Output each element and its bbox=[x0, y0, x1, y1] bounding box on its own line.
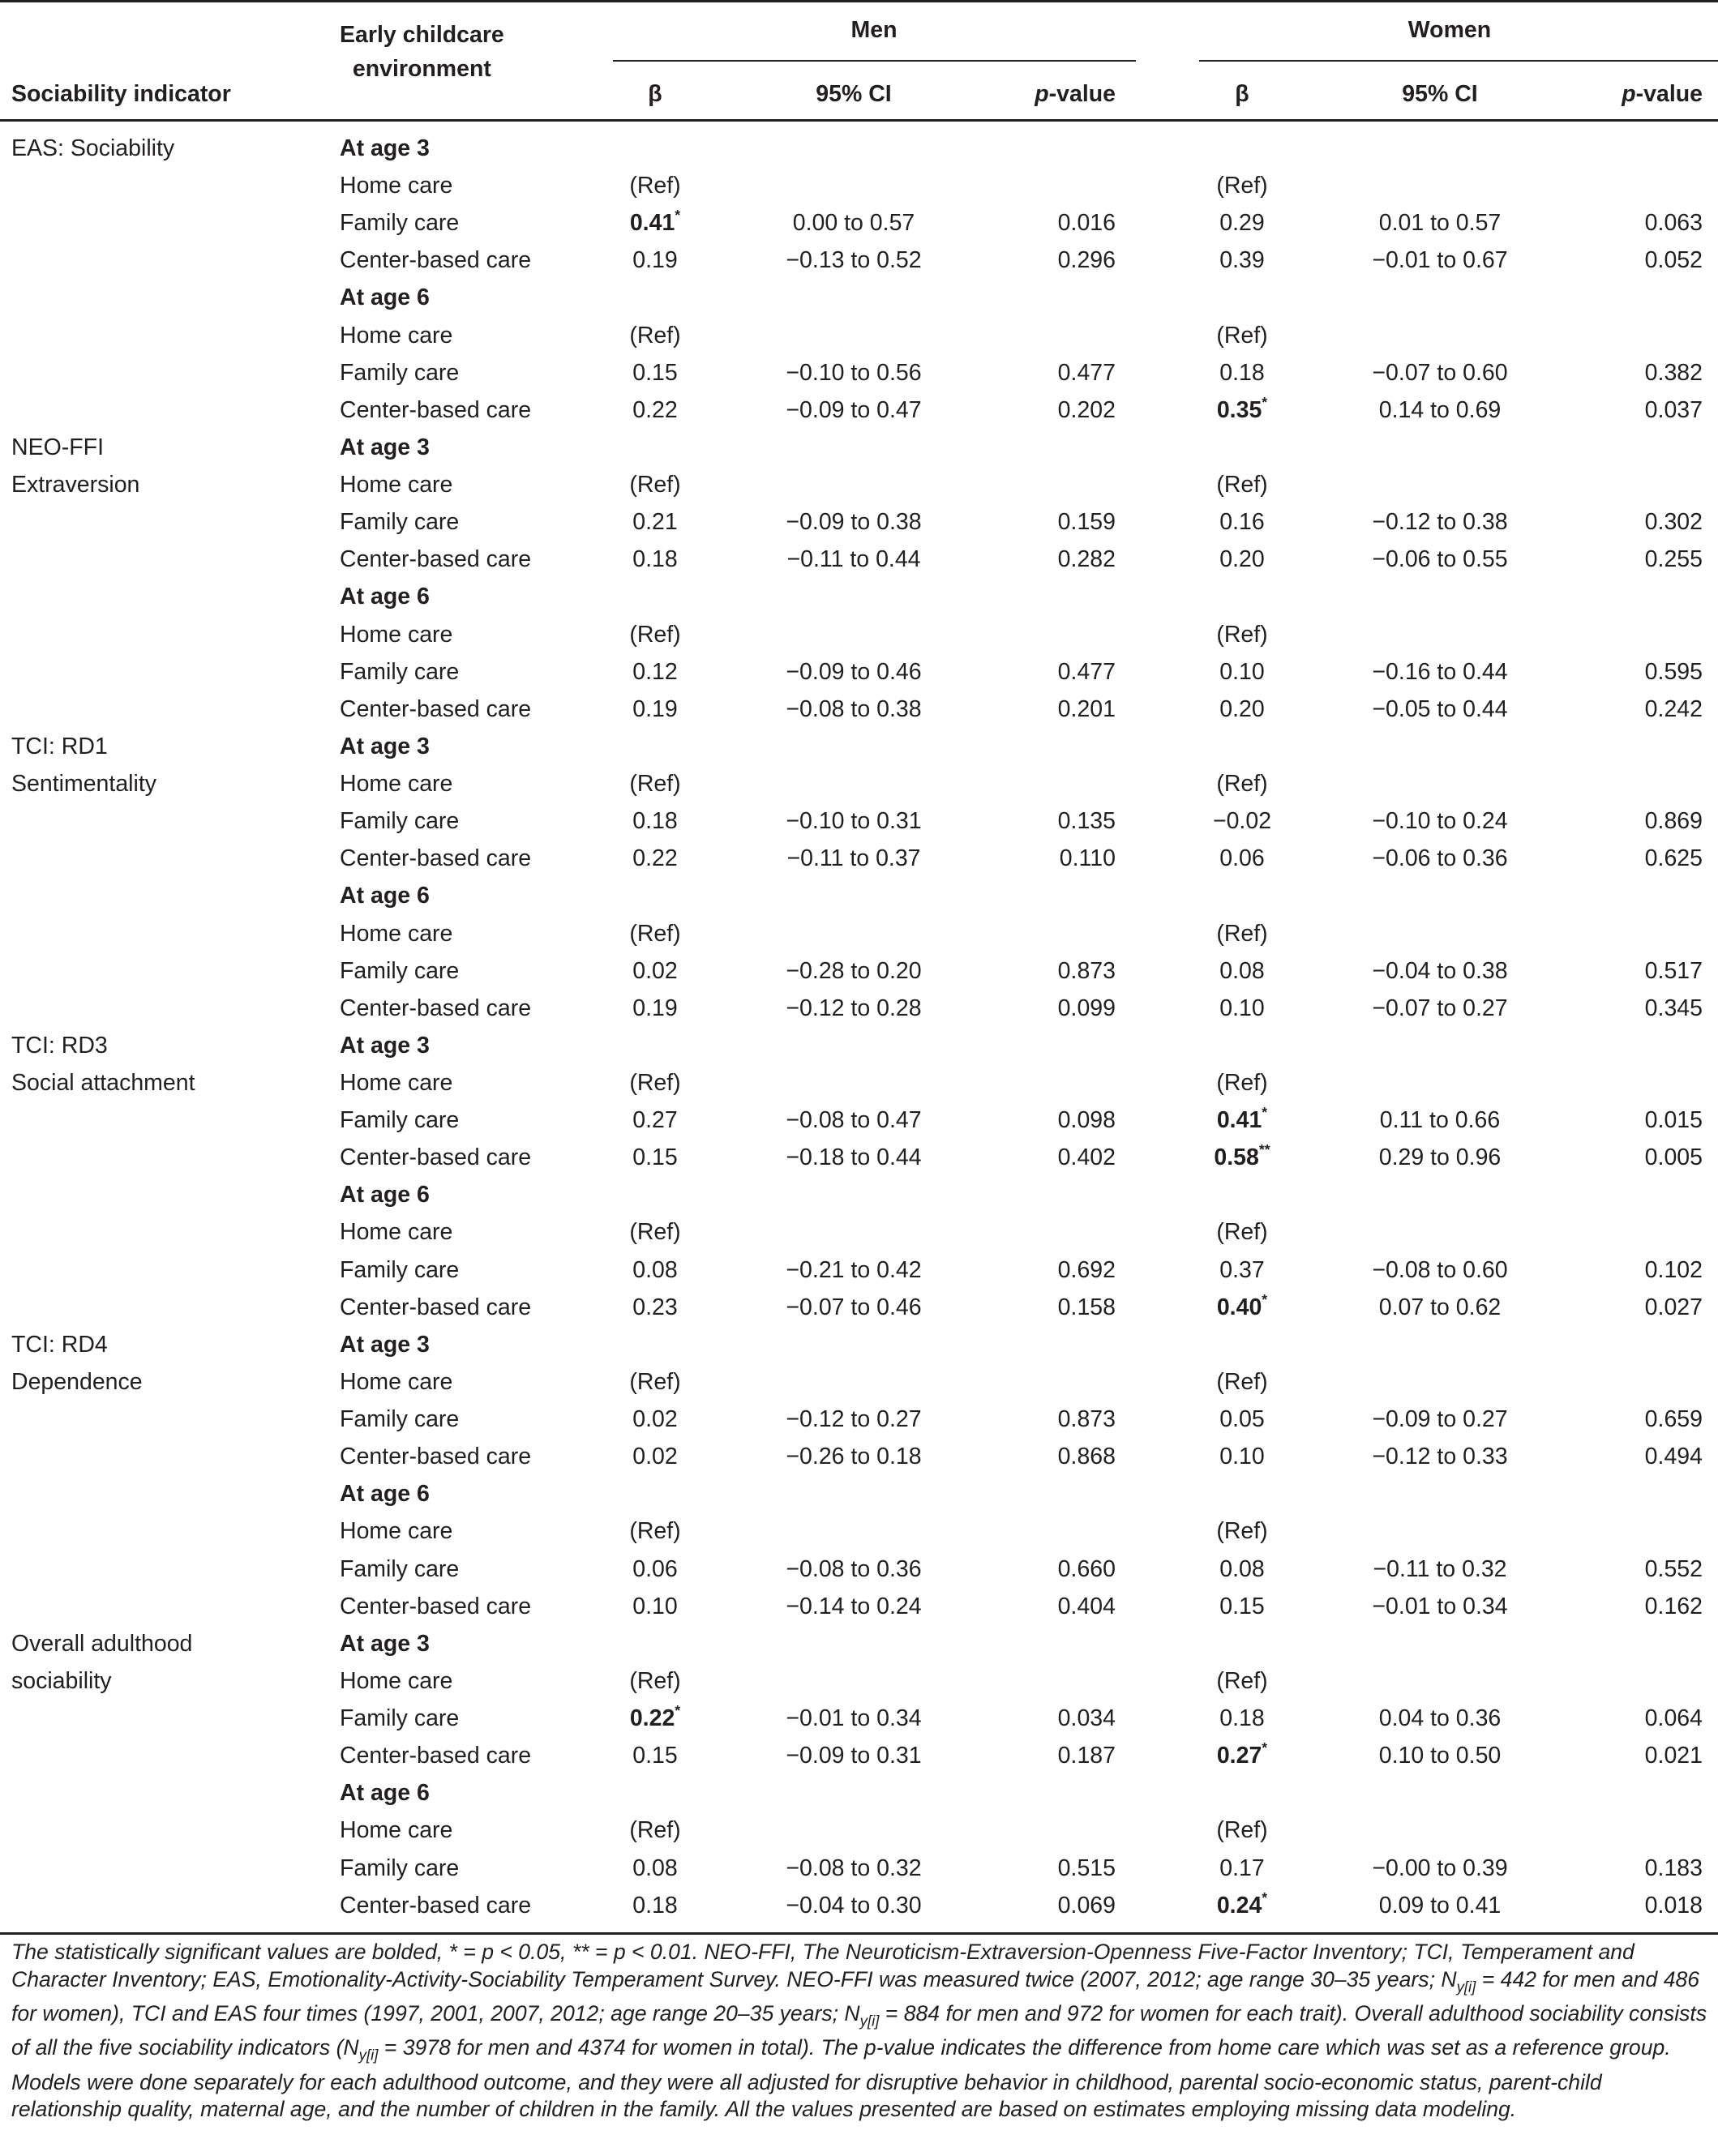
women-pvalue: 0.018 bbox=[1644, 1893, 1703, 1919]
men-beta: (Ref) bbox=[629, 1070, 681, 1096]
environment-label: Center-based care bbox=[340, 1294, 532, 1320]
environment-label: Center-based care bbox=[340, 1144, 532, 1170]
environment-label: Home care bbox=[340, 173, 453, 199]
women-pvalue: 0.183 bbox=[1644, 1855, 1703, 1881]
women-beta: 0.41* bbox=[1216, 1103, 1268, 1133]
women-pvalue: 0.027 bbox=[1644, 1294, 1703, 1320]
men-beta: (Ref) bbox=[629, 1518, 681, 1544]
men-ci: −0.09 to 0.46 bbox=[786, 659, 922, 685]
men-beta: (Ref) bbox=[629, 622, 681, 648]
indicator-label: TCI: RD3 bbox=[11, 1033, 108, 1059]
environment-label: Home care bbox=[340, 1817, 453, 1843]
men-beta: 0.10 bbox=[632, 1593, 678, 1619]
environment-label: Center-based care bbox=[340, 696, 532, 722]
women-ci: 0.07 to 0.62 bbox=[1378, 1294, 1502, 1320]
indicator-label: Sentimentality bbox=[11, 771, 157, 797]
women-ci: −0.11 to 0.32 bbox=[1373, 1556, 1507, 1582]
women-beta: (Ref) bbox=[1216, 1219, 1268, 1245]
men-pvalue: 0.404 bbox=[1057, 1593, 1116, 1619]
men-ci: −0.08 to 0.36 bbox=[786, 1556, 922, 1582]
women-beta: (Ref) bbox=[1216, 1817, 1268, 1843]
environment-label: Center-based care bbox=[340, 397, 532, 423]
women-beta: 0.15 bbox=[1219, 1593, 1265, 1619]
environment-label: Center-based care bbox=[340, 1893, 532, 1919]
men-ci: −0.21 to 0.42 bbox=[786, 1257, 922, 1283]
environment-label: Family care bbox=[340, 1107, 460, 1133]
header-women-ci: 95% CI bbox=[1402, 81, 1478, 107]
men-pvalue: 0.873 bbox=[1057, 1406, 1116, 1432]
men-beta: (Ref) bbox=[629, 771, 681, 797]
environment-label: Family care bbox=[340, 360, 460, 386]
men-ci: −0.08 to 0.32 bbox=[786, 1855, 922, 1881]
women-beta: 0.29 bbox=[1219, 210, 1265, 236]
women-ci: −0.12 to 0.38 bbox=[1372, 509, 1508, 535]
women-ci: 0.04 to 0.36 bbox=[1378, 1705, 1502, 1731]
men-ci: −0.09 to 0.31 bbox=[786, 1743, 922, 1769]
environment-label: Home care bbox=[340, 323, 453, 349]
men-beta: 0.18 bbox=[632, 546, 678, 572]
men-ci: −0.26 to 0.18 bbox=[786, 1444, 922, 1469]
men-beta: 0.15 bbox=[632, 360, 678, 386]
men-pvalue: 0.868 bbox=[1057, 1444, 1116, 1469]
men-beta: 0.21 bbox=[632, 509, 678, 535]
environment-label: Family care bbox=[340, 659, 460, 685]
age-group-label: At age 6 bbox=[340, 1481, 430, 1507]
men-beta: 0.02 bbox=[632, 1406, 678, 1432]
women-ci: 0.10 to 0.50 bbox=[1378, 1743, 1502, 1769]
environment-label: Home care bbox=[340, 1668, 453, 1694]
men-pvalue: 0.660 bbox=[1057, 1556, 1116, 1582]
women-beta: 0.05 bbox=[1219, 1406, 1265, 1432]
men-pvalue: 0.069 bbox=[1057, 1893, 1116, 1919]
women-beta: 0.17 bbox=[1219, 1855, 1265, 1881]
women-pvalue: 0.659 bbox=[1644, 1406, 1703, 1432]
men-ci: −0.14 to 0.24 bbox=[786, 1593, 922, 1619]
environment-label: Family care bbox=[340, 808, 460, 834]
age-group-label: At age 6 bbox=[340, 1780, 430, 1806]
men-beta: (Ref) bbox=[629, 921, 681, 947]
women-beta: 0.58** bbox=[1214, 1140, 1270, 1170]
women-beta: (Ref) bbox=[1216, 323, 1268, 349]
header-women-pvalue: p-value bbox=[1622, 81, 1703, 107]
women-pvalue: 0.255 bbox=[1644, 546, 1703, 572]
men-pvalue: 0.202 bbox=[1057, 397, 1116, 423]
men-beta: (Ref) bbox=[629, 1369, 681, 1395]
women-ci: −0.16 to 0.44 bbox=[1372, 659, 1508, 685]
environment-label: Family care bbox=[340, 210, 460, 236]
men-pvalue: 0.201 bbox=[1057, 696, 1116, 722]
header-women: Women bbox=[1407, 17, 1492, 43]
women-beta: (Ref) bbox=[1216, 1070, 1268, 1096]
men-beta: 0.22* bbox=[629, 1701, 681, 1731]
environment-label: Home care bbox=[340, 921, 453, 947]
women-pvalue: 0.382 bbox=[1644, 360, 1703, 386]
women-pvalue: 0.064 bbox=[1644, 1705, 1703, 1731]
women-beta: 0.08 bbox=[1219, 958, 1265, 984]
men-ci: −0.08 to 0.47 bbox=[786, 1107, 922, 1133]
table-top-rule bbox=[0, 0, 1718, 2]
men-ci: −0.18 to 0.44 bbox=[786, 1144, 922, 1170]
women-beta: 0.18 bbox=[1219, 1705, 1265, 1731]
header-men-ci: 95% CI bbox=[816, 81, 892, 107]
women-beta: (Ref) bbox=[1216, 173, 1268, 199]
environment-label: Center-based care bbox=[340, 1444, 532, 1469]
men-beta: 0.08 bbox=[632, 1257, 678, 1283]
environment-label: Home care bbox=[340, 1518, 453, 1544]
women-beta: 0.08 bbox=[1219, 1556, 1265, 1582]
women-pvalue: 0.162 bbox=[1644, 1593, 1703, 1619]
women-beta: (Ref) bbox=[1216, 1668, 1268, 1694]
women-beta: 0.10 bbox=[1219, 995, 1265, 1021]
women-pvalue: 0.869 bbox=[1644, 808, 1703, 834]
header-sociability-indicator: Sociability indicator bbox=[11, 81, 231, 107]
women-beta: 0.27* bbox=[1216, 1739, 1268, 1769]
environment-label: Center-based care bbox=[340, 1743, 532, 1769]
women-beta: 0.20 bbox=[1219, 696, 1265, 722]
women-ci: 0.01 to 0.57 bbox=[1378, 210, 1502, 236]
women-beta: 0.18 bbox=[1219, 360, 1265, 386]
women-ci: −0.09 to 0.27 bbox=[1372, 1406, 1508, 1432]
men-ci: −0.11 to 0.44 bbox=[786, 546, 921, 572]
men-pvalue: 0.159 bbox=[1057, 509, 1116, 535]
indicator-label: TCI: RD4 bbox=[11, 1332, 108, 1358]
header-early-childcare-environment: Early childcare environment bbox=[340, 22, 504, 82]
women-beta: (Ref) bbox=[1216, 1369, 1268, 1395]
men-pvalue: 0.187 bbox=[1057, 1743, 1116, 1769]
men-beta: 0.23 bbox=[632, 1294, 678, 1320]
men-pvalue: 0.158 bbox=[1057, 1294, 1116, 1320]
men-ci: −0.10 to 0.31 bbox=[786, 808, 922, 834]
men-pvalue: 0.016 bbox=[1057, 210, 1116, 236]
women-ci: 0.09 to 0.41 bbox=[1378, 1893, 1502, 1919]
women-ci: −0.00 to 0.39 bbox=[1372, 1855, 1508, 1881]
women-beta: 0.39 bbox=[1219, 247, 1265, 273]
age-group-label: At age 3 bbox=[340, 1631, 430, 1657]
indicator-label: sociability bbox=[11, 1668, 112, 1694]
women-ci: 0.14 to 0.69 bbox=[1378, 397, 1502, 423]
men-pvalue: 0.034 bbox=[1057, 1705, 1116, 1731]
age-group-label: At age 3 bbox=[340, 734, 430, 759]
women-ci: −0.08 to 0.60 bbox=[1372, 1257, 1508, 1283]
header-men-beta: β bbox=[648, 81, 662, 107]
women-beta: 0.40* bbox=[1216, 1290, 1268, 1320]
environment-label: Family care bbox=[340, 1705, 460, 1731]
women-beta: (Ref) bbox=[1216, 472, 1268, 498]
women-beta: −0.02 bbox=[1212, 808, 1272, 834]
men-pvalue: 0.110 bbox=[1059, 845, 1116, 871]
indicator-label: Dependence bbox=[11, 1369, 143, 1395]
men-beta: 0.19 bbox=[632, 247, 678, 273]
men-beta: (Ref) bbox=[629, 1668, 681, 1694]
men-beta: (Ref) bbox=[629, 173, 681, 199]
women-ci: −0.12 to 0.33 bbox=[1372, 1444, 1508, 1469]
men-beta: (Ref) bbox=[629, 323, 681, 349]
environment-label: Home care bbox=[340, 771, 453, 797]
men-beta: 0.27 bbox=[632, 1107, 678, 1133]
men-beta: 0.18 bbox=[632, 808, 678, 834]
header-men-pvalue: p-value bbox=[1035, 81, 1116, 107]
women-beta: (Ref) bbox=[1216, 921, 1268, 947]
environment-label: Center-based care bbox=[340, 247, 532, 273]
women-pvalue: 0.102 bbox=[1644, 1257, 1703, 1283]
environment-label: Center-based care bbox=[340, 1593, 532, 1619]
women-beta: 0.10 bbox=[1219, 1444, 1265, 1469]
men-beta: (Ref) bbox=[629, 1219, 681, 1245]
men-ci: 0.00 to 0.57 bbox=[792, 210, 915, 236]
environment-label: Family care bbox=[340, 1257, 460, 1283]
environment-label: Family care bbox=[340, 509, 460, 535]
women-group-rule bbox=[1199, 60, 1718, 62]
men-pvalue: 0.402 bbox=[1057, 1144, 1116, 1170]
women-pvalue: 0.021 bbox=[1644, 1743, 1703, 1769]
men-ci: −0.11 to 0.37 bbox=[786, 845, 921, 871]
environment-label: Family care bbox=[340, 1406, 460, 1432]
men-ci: −0.08 to 0.38 bbox=[786, 696, 922, 722]
environment-label: Center-based care bbox=[340, 546, 532, 572]
age-group-label: At age 6 bbox=[340, 1182, 430, 1208]
men-ci: −0.04 to 0.30 bbox=[786, 1893, 922, 1919]
men-beta: 0.02 bbox=[632, 1444, 678, 1469]
men-beta: 0.15 bbox=[632, 1144, 678, 1170]
environment-label: Family care bbox=[340, 958, 460, 984]
men-pvalue: 0.099 bbox=[1057, 995, 1116, 1021]
environment-label: Center-based care bbox=[340, 845, 532, 871]
men-beta: 0.22 bbox=[632, 845, 678, 871]
men-beta: (Ref) bbox=[629, 472, 681, 498]
women-pvalue: 0.517 bbox=[1644, 958, 1703, 984]
men-ci: −0.10 to 0.56 bbox=[786, 360, 922, 386]
header-bottom-rule bbox=[0, 119, 1718, 122]
environment-label: Home care bbox=[340, 622, 453, 648]
women-ci: −0.06 to 0.36 bbox=[1372, 845, 1508, 871]
table-footnote: The statistically significant values are bolded, * = p < 0.05, ** = p < 0.01. NEO-FFI, The Neuroticism-Extraversion-Openness Five-Factor Inventory; TCI, Temperament and Character Inventory; EAS, Emotionality-Activity-Sociability Temperament Survey. NEO-FFI was measured twice (2007, 2012; age range 30–35 years; $N_{y[i]} = 442$ for men and 486 for women), TCI and EAS four times (1997, 2001, 2007, 2012; age range 20–35 years; $N_{y[i]} = 884$ for men and 972 for women for each trait). Overall adulthood sociability consists of all the five sociability indicators ($N_{y[i]} = 3978$ for men and 4374 for women in total). The p-value indicates the difference from home care which was set as a reference group. Models were done separately for each adulthood outcome, and they were all adjusted for disruptive behavior in childhood, parental socio-economic status, parent-child relationship quality, maternal age, and the number of children in the family. All the values presented are based on estimates employing missing data modeling. bbox=[11, 1940, 1707, 2122]
indicator-label: EAS: Sociability bbox=[11, 135, 175, 161]
age-group-label: At age 3 bbox=[340, 434, 430, 460]
men-pvalue: 0.296 bbox=[1057, 247, 1116, 273]
environment-label: Home care bbox=[340, 1070, 453, 1096]
women-pvalue: 0.625 bbox=[1644, 845, 1703, 871]
age-group-label: At age 6 bbox=[340, 284, 430, 310]
men-ci: −0.12 to 0.27 bbox=[786, 1406, 922, 1432]
men-ci: −0.01 to 0.34 bbox=[786, 1705, 922, 1731]
men-beta: 0.18 bbox=[632, 1893, 678, 1919]
men-ci: −0.12 to 0.28 bbox=[786, 995, 922, 1021]
age-group-label: At age 3 bbox=[340, 1332, 430, 1358]
women-beta: 0.35* bbox=[1216, 393, 1268, 423]
men-ci: −0.09 to 0.38 bbox=[786, 509, 922, 535]
header-men: Men bbox=[850, 17, 898, 43]
men-ci: −0.28 to 0.20 bbox=[786, 958, 922, 984]
women-ci: −0.10 to 0.24 bbox=[1372, 808, 1508, 834]
indicator-label: Extraversion bbox=[11, 472, 140, 498]
indicator-label: NEO-FFI bbox=[11, 434, 104, 460]
women-beta: 0.37 bbox=[1219, 1257, 1265, 1283]
women-pvalue: 0.595 bbox=[1644, 659, 1703, 685]
men-beta: 0.15 bbox=[632, 1743, 678, 1769]
men-beta: 0.08 bbox=[632, 1855, 678, 1881]
women-pvalue: 0.345 bbox=[1644, 995, 1703, 1021]
women-pvalue: 0.005 bbox=[1644, 1144, 1703, 1170]
women-ci: 0.11 to 0.66 bbox=[1379, 1107, 1501, 1133]
men-beta: 0.41* bbox=[629, 206, 681, 236]
men-pvalue: 0.873 bbox=[1057, 958, 1116, 984]
men-beta: 0.22 bbox=[632, 397, 678, 423]
age-group-label: At age 3 bbox=[340, 1033, 430, 1059]
women-ci: −0.01 to 0.34 bbox=[1372, 1593, 1508, 1619]
women-beta: 0.16 bbox=[1219, 509, 1265, 535]
men-group-rule bbox=[613, 60, 1136, 62]
men-ci: −0.09 to 0.47 bbox=[786, 397, 922, 423]
women-beta: 0.06 bbox=[1219, 845, 1265, 871]
men-pvalue: 0.477 bbox=[1057, 360, 1116, 386]
women-ci: −0.01 to 0.67 bbox=[1372, 247, 1508, 273]
women-pvalue: 0.302 bbox=[1644, 509, 1703, 535]
environment-label: Family care bbox=[340, 1855, 460, 1881]
men-beta: (Ref) bbox=[629, 1817, 681, 1843]
women-beta: (Ref) bbox=[1216, 622, 1268, 648]
women-beta: (Ref) bbox=[1216, 771, 1268, 797]
women-beta: 0.20 bbox=[1219, 546, 1265, 572]
environment-label: Home care bbox=[340, 1369, 453, 1395]
men-beta: 0.12 bbox=[632, 659, 678, 685]
women-beta: 0.10 bbox=[1219, 659, 1265, 685]
men-pvalue: 0.098 bbox=[1057, 1107, 1116, 1133]
environment-label: Family care bbox=[340, 1556, 460, 1582]
men-pvalue: 0.135 bbox=[1057, 808, 1116, 834]
indicator-label: Social attachment bbox=[11, 1070, 195, 1096]
environment-label: Center-based care bbox=[340, 995, 532, 1021]
age-group-label: At age 3 bbox=[340, 135, 430, 161]
women-pvalue: 0.494 bbox=[1644, 1444, 1703, 1469]
women-pvalue: 0.052 bbox=[1644, 247, 1703, 273]
women-pvalue: 0.015 bbox=[1644, 1107, 1703, 1133]
women-pvalue: 0.037 bbox=[1644, 397, 1703, 423]
environment-label: Home care bbox=[340, 472, 453, 498]
men-pvalue: 0.282 bbox=[1057, 546, 1116, 572]
men-ci: −0.07 to 0.46 bbox=[786, 1294, 922, 1320]
men-beta: 0.19 bbox=[632, 995, 678, 1021]
men-beta: 0.06 bbox=[632, 1556, 678, 1582]
men-beta: 0.02 bbox=[632, 958, 678, 984]
women-ci: −0.04 to 0.38 bbox=[1372, 958, 1508, 984]
header-women-beta: β bbox=[1235, 81, 1249, 107]
age-group-label: At age 6 bbox=[340, 584, 430, 610]
men-beta: 0.19 bbox=[632, 696, 678, 722]
women-beta: (Ref) bbox=[1216, 1518, 1268, 1544]
women-ci: 0.29 to 0.96 bbox=[1378, 1144, 1502, 1170]
women-beta: 0.24* bbox=[1216, 1889, 1268, 1919]
men-pvalue: 0.515 bbox=[1057, 1855, 1116, 1881]
indicator-label: TCI: RD1 bbox=[11, 734, 108, 759]
table-bottom-rule bbox=[0, 1932, 1718, 1935]
indicator-label: Overall adulthood bbox=[11, 1631, 193, 1657]
women-ci: −0.07 to 0.27 bbox=[1372, 995, 1508, 1021]
women-ci: −0.07 to 0.60 bbox=[1372, 360, 1508, 386]
women-ci: −0.05 to 0.44 bbox=[1372, 696, 1508, 722]
men-pvalue: 0.477 bbox=[1057, 659, 1116, 685]
men-ci: −0.13 to 0.52 bbox=[786, 247, 922, 273]
women-pvalue: 0.242 bbox=[1644, 696, 1703, 722]
women-pvalue: 0.063 bbox=[1644, 210, 1703, 236]
women-pvalue: 0.552 bbox=[1644, 1556, 1703, 1582]
age-group-label: At age 6 bbox=[340, 883, 430, 909]
men-pvalue: 0.692 bbox=[1057, 1257, 1116, 1283]
women-ci: −0.06 to 0.55 bbox=[1372, 546, 1508, 572]
environment-label: Home care bbox=[340, 1219, 453, 1245]
